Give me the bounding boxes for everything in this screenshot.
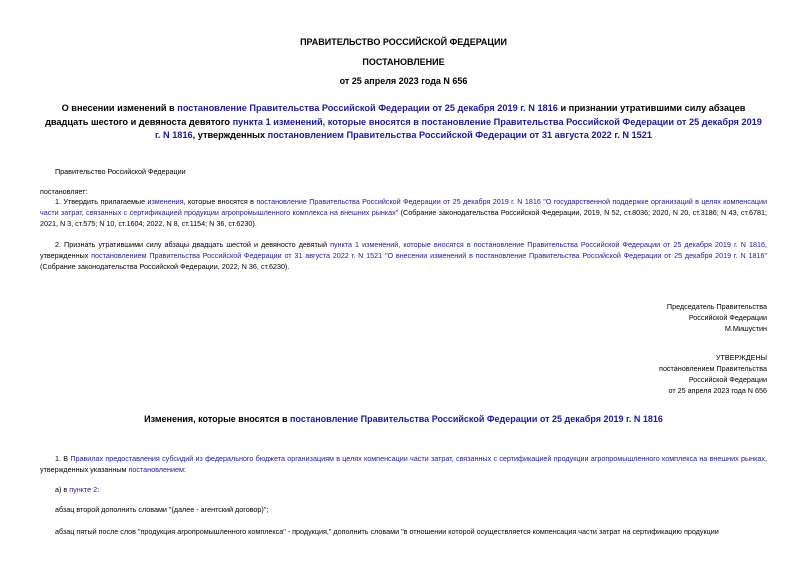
p1-link-changes[interactable]: изменения [147, 197, 184, 206]
sub-a-link-point-2[interactable]: пункте 2 [69, 485, 98, 494]
item1-text-3: : [183, 465, 186, 474]
item1-text-1: 1. В [55, 454, 71, 463]
signature-country: Российской Федерации [688, 313, 767, 322]
paragraph-2 [40, 239, 767, 272]
p2-link-decree-1521[interactable]: постановлением Правительства Российской Федерации от 31 августа 2022 г. N 1521 "О внесении изменений в постановление Правительства Российской Федерации от 25 декабря 2019 г. N 1816" [91, 251, 768, 260]
p2-text-2: , утвержденных [40, 240, 768, 260]
title-text-2: и признании утратившими силу абзацев двадцать шестого и девяноста девятого [45, 103, 746, 127]
changes-title-link[interactable]: постановление Правительства Российской Федерации от 25 декабря 2019 г. N 1816 [290, 414, 663, 424]
p1-link-decree-1816[interactable]: постановление Правительства Российской Федерации от 25 декабря 2019 г. N 1816 "О государственной поддержке организаций в целях компенсации части затрат, связанных с сертификацией продукции агропромышленного комплекса на внешних рынках" [40, 197, 767, 217]
sub-a-end: : [97, 485, 100, 494]
p1-text-2: , которые вносятся в [183, 197, 257, 206]
decree-title [45, 102, 762, 143]
item1-link-rules[interactable]: Правилах предоставления субсидий из федерального бюджета организациям в целях компенсации части затрат, связанных с сертификацией продукции агропромышленного комплекса на внешних рынках [70, 454, 765, 463]
p2-text-3: (Собрание законодательства Российской Федерации, 2022, N 36, ст.6230). [40, 262, 290, 271]
paragraph-fifth-abzac: абзац пятый после слов "продукция агропромышленного комплекса" - продукция," дополнить словами "в отношении которой осуществляется компенсация части затрат на сертификацию продукции [55, 527, 719, 536]
sub-a-text: а) в [55, 485, 70, 494]
title-text-3: , утвержденных [192, 130, 268, 140]
item1-text-2: , утвержденных указанным [40, 454, 767, 474]
changes-item-1 [40, 453, 767, 475]
approval-country: Российской Федерации [688, 375, 767, 384]
title-text-1: О внесении изменений в [61, 103, 178, 113]
p1-text-3: (Собрание законодательства Российской Федерации, 2019, N 52, ст.8036; 2020, N 20, ст.3186; N 43, ст.6781; 2021, N 3, ст.575; N 10, ст.1604; 2022, N 8, ст.1154; N 36, ст.6230). [40, 208, 767, 228]
approval-heading: УТВЕРЖДЕНЫ [715, 353, 767, 362]
signature-block [667, 301, 767, 334]
paragraph-second-abzac: абзац второй дополнить словами "(далее - агентский договор)"; [55, 505, 269, 514]
government-line: Правительство Российской Федерации [55, 167, 186, 176]
changes-title [40, 413, 767, 425]
p2-link-point-1[interactable]: пункта 1 изменений, которые вносятся в постановление Правительства Российской Федерации от 25 декабря 2019 г. N 1816 [330, 240, 766, 249]
changes-title-text: Изменения, которые вносятся в [144, 414, 290, 424]
title-link-decree-1521[interactable]: постановлением Правительства Российской Федерации от 31 августа 2022 г. N 1521 [267, 130, 652, 140]
p2-text-1: 2. Признать утратившими силу абзацы двадцать шестой и девяносто девятый [55, 240, 331, 249]
doc-type-heading: ПОСТАНОВЛЕНИЕ [362, 57, 445, 67]
decrees-line: постановляет: [40, 187, 88, 196]
signature-position: Председатель Правительства [666, 302, 767, 311]
item1-link-decree[interactable]: постановлением [128, 465, 184, 474]
sub-item-a [55, 484, 99, 495]
signature-name: М.Мишустин [724, 324, 767, 333]
approval-block [659, 352, 767, 396]
approval-decree: постановлением Правительства [659, 364, 767, 373]
date-number-heading: от 25 апреля 2023 года N 656 [339, 76, 468, 86]
paragraph-1 [40, 196, 767, 229]
title-link-point-1[interactable]: пункта 1 изменений, которые вносятся в постановление Правительства Российской Федерации от 25 декабря 2019 г. N 1816 [155, 116, 762, 140]
approval-date: от 25 апреля 2023 года N 656 [668, 386, 767, 395]
p1-text-1: 1. Утвердить прилагаемые [55, 197, 148, 206]
government-heading: ПРАВИТЕЛЬСТВО РОССИЙСКОЙ ФЕДЕРАЦИИ [300, 37, 507, 47]
title-link-decree-1816[interactable]: постановление Правительства Российской Федерации от 25 декабря 2019 г. N 1816 [177, 103, 558, 113]
